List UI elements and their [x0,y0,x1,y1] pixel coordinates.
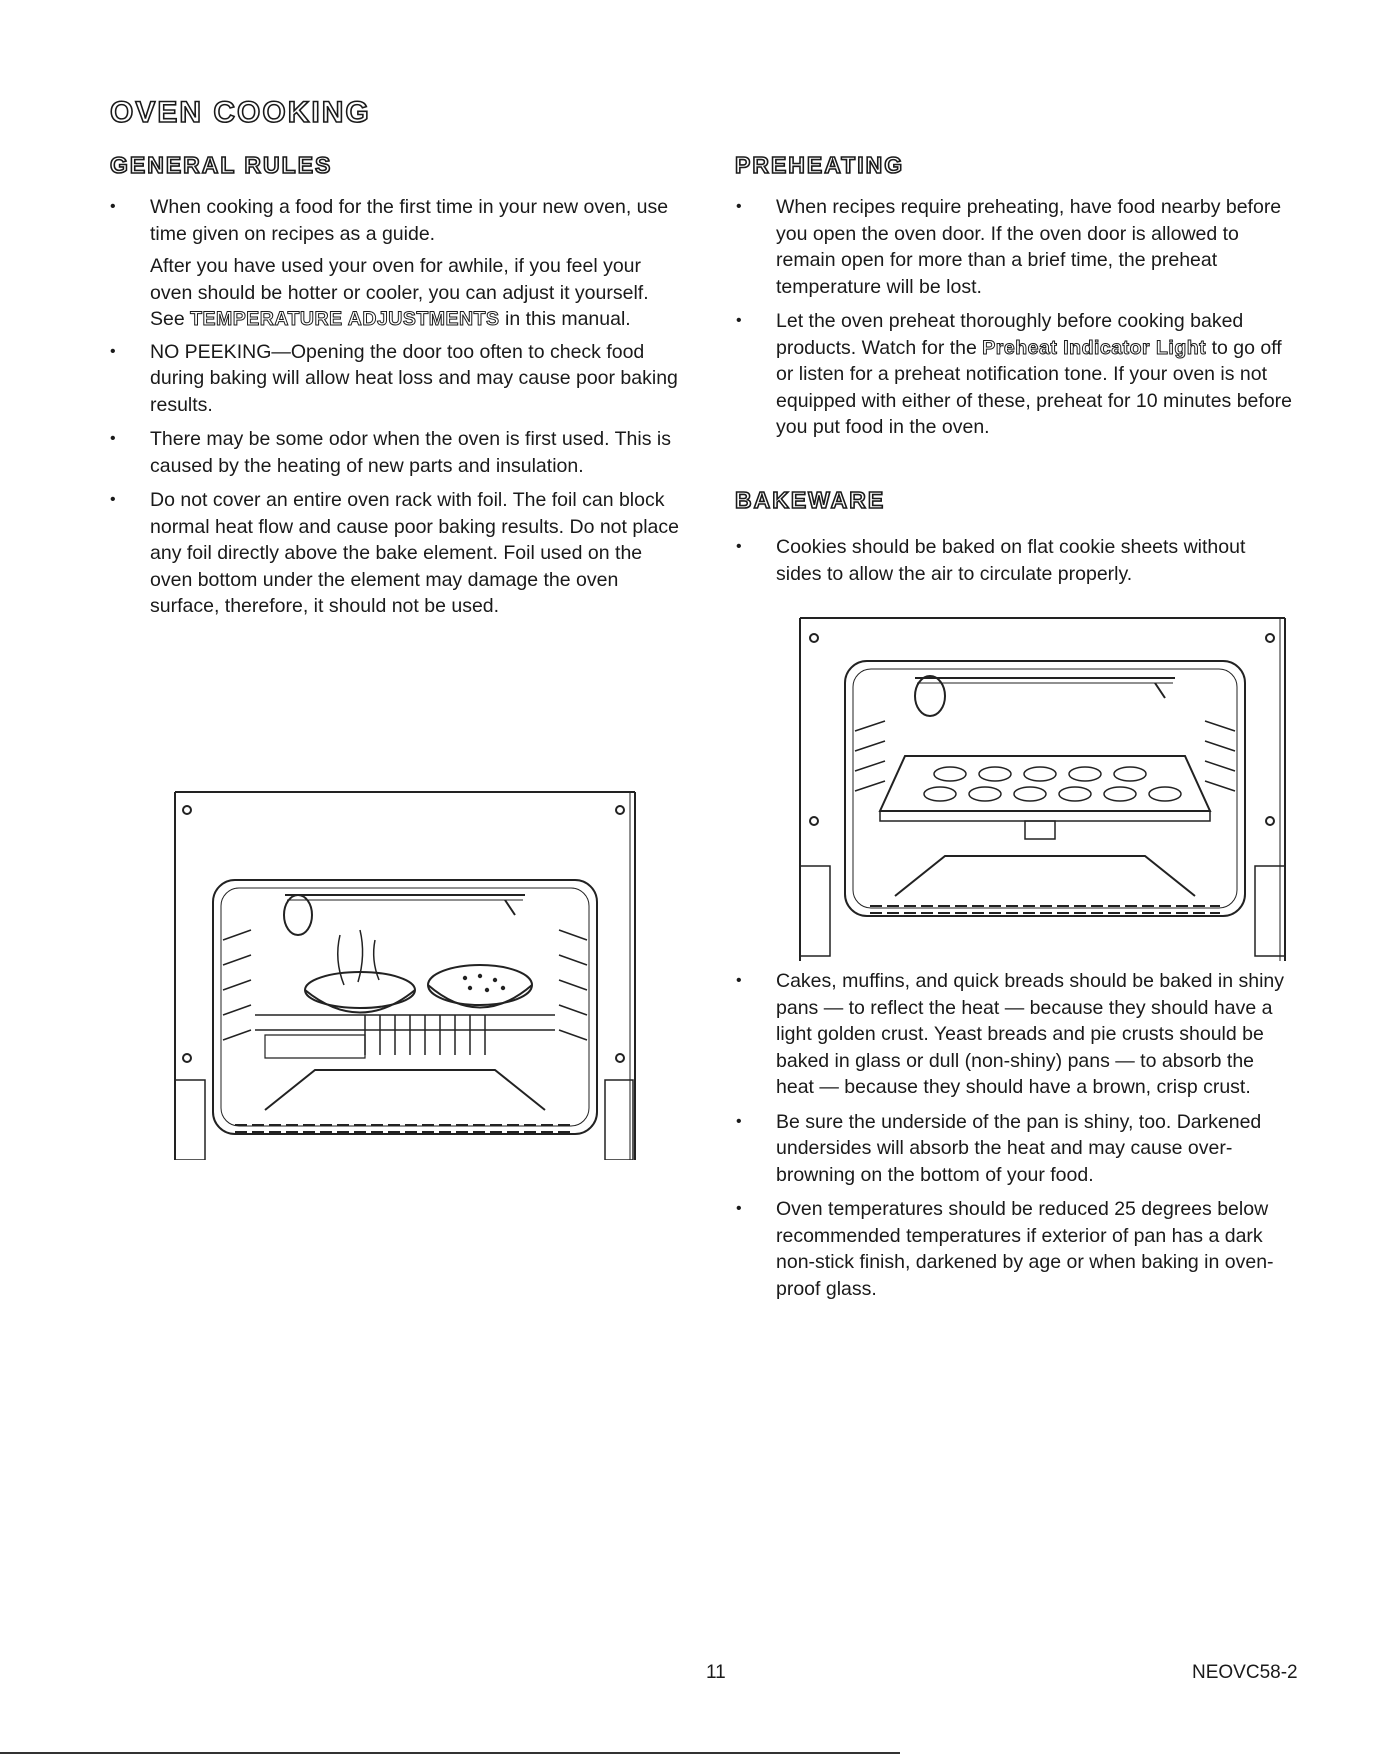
bakeware-rule-underside: • Be sure the underside of the pan is shiny, too. Darkened undersides will absorb the heat and may cause over-browning on the bottom of your food. [735,1109,1295,1189]
bakeware-rule-shiny-pans: • Cakes, muffins, and quick breads should be baked in shiny pans — to reflect the heat — because they should have a light golden crust. Yeast breads and pie crusts should be baked in glass or dull (non-shiny) pans — to absorb the heat — because they should have a brown, crisp crust. [735,968,1295,1101]
bakeware-rule-reduce-temp: • Oven temperatures should be reduced 25 degrees below recommended temperatures if exterior of pan has a dark non-stick finish, darkened by age or when baking in oven-proof glass. [735,1196,1295,1302]
page-title: OVEN COOKING [110,96,371,129]
scan-edge-line [0,1752,900,1754]
general-rules-column [109,194,684,628]
page-number: 11 [706,1662,726,1683]
oven-cookies-illustration [790,616,1295,961]
temperature-adjustments-reference: TEMPERATURE ADJUSTMENTS [190,308,500,330]
oven-pies-illustration [165,790,645,1160]
general-rule-first-time: • When cooking a food for the first time in your new oven, use time given on recipes as a guide. [109,194,684,247]
bakeware-column-top [735,534,1295,595]
bakeware-heading: BAKEWARE [735,487,886,513]
bakeware-rule-cookies: • Cookies should be baked on flat cookie sheets without sides to allow the air to circulate properly. [735,534,1295,587]
adjust-text-pre: After you have used your oven for awhile, if you feel your oven should be hotter or cooler, you can adjust it yourself. See [150,255,649,330]
adjust-text-post: in this manual. [499,308,631,330]
preheat-text-pre: Let the oven preheat thoroughly before cooking baked products. Watch for the [776,310,1244,359]
general-rule-adjust-paragraph [109,253,684,333]
document-code: NEOVC58-2 [1192,1662,1298,1683]
preheat-text-post: to go off or listen for a preheat notification tone. If your oven is not equipped with either of these, preheat for 10 minutes before you put food in the oven. [776,336,1292,438]
general-rules-heading: GENERAL RULES [110,152,333,178]
preheat-rule-thorough [735,308,1295,441]
preheat-indicator-reference: Preheat Indicator Light [982,336,1207,359]
bakeware-column-bottom [735,968,1295,1310]
general-rule-foil: • Do not cover an entire oven rack with foil. The foil can block normal heat flow and cause poor baking results. Do not place any foil directly above the bake element. Foil used on the oven bottom under the element may damage the oven surface, therefore, it should not be used. [109,487,684,620]
general-rule-no-peeking: • NO PEEKING—Opening the door too often to check food during baking will allow heat loss and may cause poor baking results. [109,339,684,419]
general-rule-odor: • There may be some odor when the oven is first used. This is caused by the heating of new parts and insulation. [109,426,684,479]
preheat-rule-door: • When recipes require preheating, have food nearby before you open the oven door. If the oven door is allowed to remain open for more than a brief time, the preheat temperature will be lost. [735,194,1295,300]
preheating-heading: PREHEATING [735,152,905,178]
preheating-column [735,194,1295,449]
